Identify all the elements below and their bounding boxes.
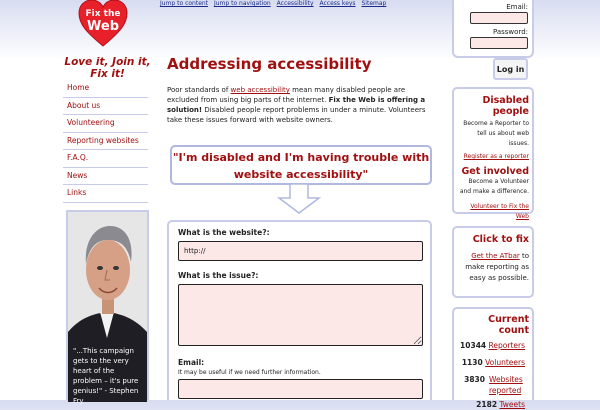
skip-links [160,0,390,7]
count-link-tweets[interactable]: Tweets [499,400,525,409]
email-label: Email: [178,358,205,367]
login-email-input[interactable] [470,12,528,24]
count-row-tweets [457,399,529,410]
intro-text-1: Poor standards of [167,86,231,94]
main-content [167,55,432,125]
click-to-fix-text [457,251,529,284]
callout-banner: "I'm disabled and I'm having trouble with website accessibility" [170,145,432,185]
skip-link-access-keys[interactable]: Access keys [319,0,356,7]
tagline-line1: Love it, Join it, [64,56,151,68]
intro-text-2: mean many disabled people are excluded from using big parts of the internet. [167,86,406,104]
login-password-input[interactable] [470,37,528,49]
intro-paragraph [167,85,432,125]
atbar-text: to make reporting as easy as possible. [465,252,529,282]
stephen-fry-quote: "...This campaign gets to the very heart of the problem – it's pure genius!" - Stephen Fry [73,347,139,405]
page-title: Addressing accessibility [167,55,372,73]
email-hint: It may be useful if we need further information. [178,369,321,376]
skip-link-navigation[interactable]: Jump to navigation [213,0,271,7]
click-to-fix-heading: Click to fix [472,234,529,245]
login-password-label: Password: [492,28,528,36]
count-row-websites [457,374,529,396]
register-reporter-link[interactable]: Register as a reporter [463,153,529,160]
count-link-reporters[interactable]: Reporters [488,341,525,350]
volunteer-link[interactable]: Volunteer to Fix the Web [470,203,529,220]
get-atbar-link[interactable]: Get the ATbar [471,252,520,260]
get-involved-text: Become a Volunteer and make a difference. [459,178,529,195]
tagline [60,56,155,80]
click-to-fix-box [452,226,534,298]
nav-item-links[interactable]: Links [63,185,148,203]
intro-bold-text: Fix the Web is offering a solution! [167,96,426,114]
count-number: 2182 [476,400,498,409]
count-row-volunteers [457,357,529,368]
nav-item-faq[interactable]: F.A.Q. [63,150,148,168]
intro-text-3: Disabled people report problems in under a minute. Volunteers take these issues forward with website owners. [167,106,426,124]
skip-link-content[interactable]: Jump to content [160,0,209,7]
count-link-websites[interactable]: Websites reported [489,375,523,395]
website-label: What is the website?: [178,228,270,237]
login-email-label: Email: [506,3,528,11]
disabled-people-heading: Disabled people [482,95,529,117]
email-input[interactable] [178,379,423,399]
login-button[interactable]: Log in [493,58,528,80]
skip-link-accessibility[interactable]: Accessibility [276,0,314,7]
skip-link-sitemap[interactable]: Sitemap [361,0,387,7]
down-arrow-icon [278,184,320,214]
disabled-people-box [452,87,534,220]
nav-item-news[interactable]: News [63,168,148,186]
issue-textarea[interactable] [178,284,423,346]
count-row-reporters [457,340,529,351]
fix-the-web-logo[interactable] [78,0,128,48]
current-count-heading: Current count [488,314,529,336]
count-number: 3830 [464,375,485,384]
logo-text-line1: Fix the [85,9,121,19]
count-number: 10344 [460,341,487,350]
main-navigation [63,80,148,203]
current-count-box [452,307,534,409]
login-panel [452,0,534,58]
website-input[interactable] [178,241,423,261]
disabled-people-text: Become a Reporter to tell us about web issues. [463,120,529,147]
logo-text-line2: Web [87,19,119,34]
stephen-fry-portrait [66,210,149,405]
web-accessibility-link[interactable]: web accessibility [230,86,290,94]
count-number: 1130 [461,358,483,367]
nav-item-volunteering[interactable]: Volunteering [63,115,148,133]
tagline-line2: Fix it! [90,68,125,80]
count-link-volunteers[interactable]: Volunteers [485,358,525,367]
nav-item-about-us[interactable]: About us [63,98,148,116]
issue-label: What is the issue?: [178,271,259,280]
nav-item-home[interactable]: Home [63,80,148,98]
get-involved-heading: Get involved [461,166,529,177]
report-form [167,220,432,400]
nav-item-reporting-websites[interactable]: Reporting websites [63,133,148,151]
